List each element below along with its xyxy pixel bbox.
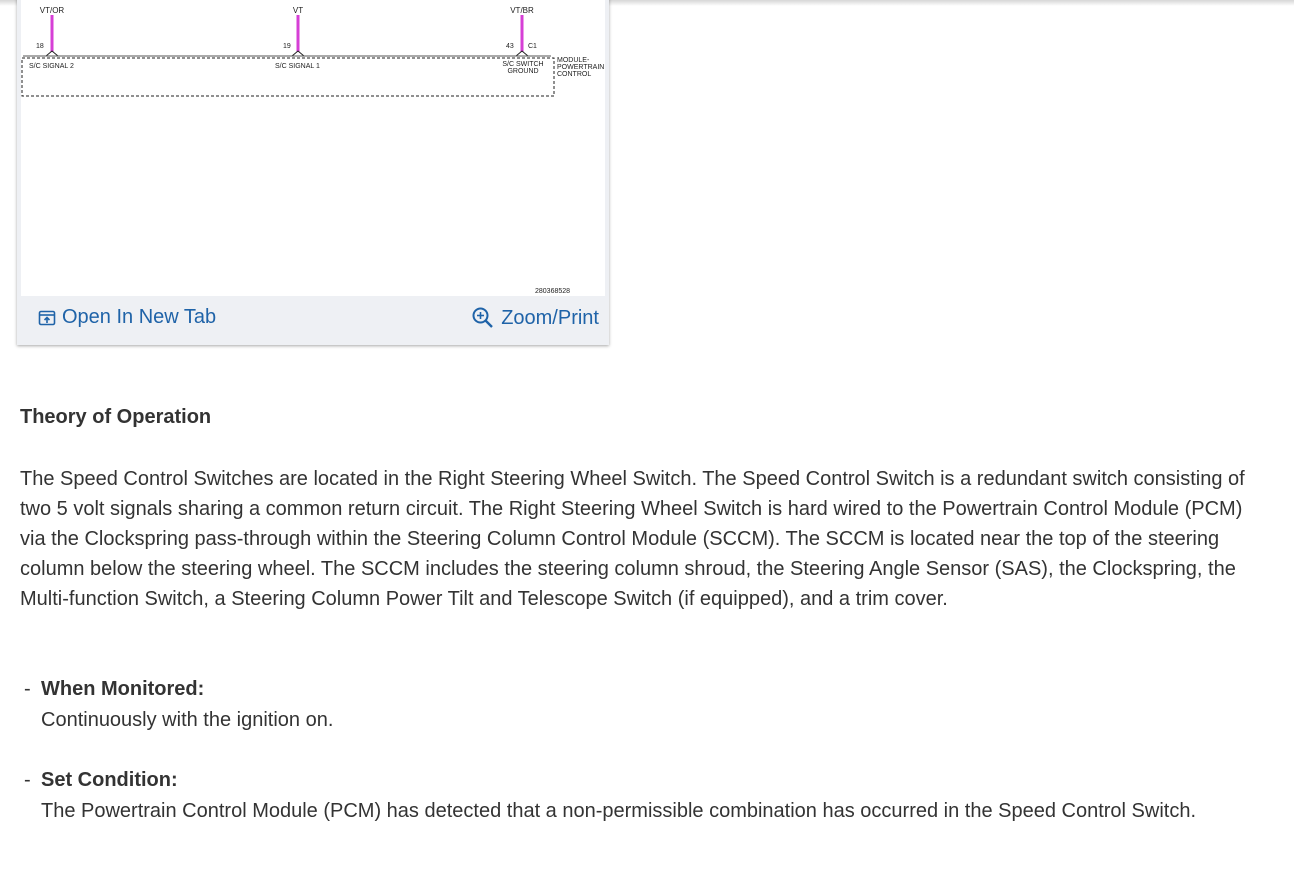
- wiring-diagram: [21, 0, 605, 296]
- signal-label: S/C SIGNAL 1: [275, 63, 320, 70]
- condition-text: The Powertrain Control Module (PCM) has detected that a non-permissible combination has occurred in the Speed Control Switch.: [41, 800, 1197, 822]
- condition-text: Continuously with the ignition on.: [41, 709, 334, 731]
- figure-footer: [17, 296, 609, 340]
- module-name: MODULE-: [557, 57, 590, 64]
- pin-number: 18: [36, 43, 44, 50]
- wire-color-label: VT/BR: [510, 6, 534, 15]
- condition-set-condition: [20, 765, 1246, 826]
- condition-label: When Monitored:: [41, 678, 205, 700]
- connector-label: C1: [528, 43, 537, 50]
- signal-label: S/C SWITCH: [502, 61, 544, 68]
- pin-number: 19: [283, 43, 291, 50]
- signal-label: S/C SIGNAL 2: [29, 63, 74, 70]
- open-in-new-tab-label: Open In New Tab: [62, 306, 217, 328]
- wiring-diagram-card: [17, 0, 609, 345]
- list-bullet: -: [24, 769, 31, 791]
- signal-label: GROUND: [507, 68, 539, 75]
- zoom-print-link[interactable]: [471, 306, 599, 330]
- pin-number: 43: [506, 43, 514, 50]
- condition-when-monitored: [20, 674, 1246, 735]
- figure-id: 280368528: [535, 288, 571, 295]
- module-name: POWERTRAIN: [557, 64, 605, 71]
- wire-color-label: VT/OR: [39, 6, 65, 15]
- open-in-new-tab-link[interactable]: [38, 306, 216, 329]
- open-in-new-tab-icon: [38, 309, 56, 327]
- wire-color-label: VT: [292, 6, 304, 15]
- condition-label: Set Condition:: [41, 769, 178, 791]
- wiring-diagram-svg: [21, 0, 605, 296]
- section-heading: Theory of Operation: [20, 406, 212, 428]
- zoom-in-icon: [471, 306, 495, 330]
- theory-paragraph: The Speed Control Switches are located in the Right Steering Wheel Switch. The Speed Control Switch is a redundant switch consisting of two 5 volt signals sharing a common return circuit. The Right Steering Wheel Switch is hard wired to the Powertrain Control Module (PCM) via the Clockspring pass-through within the Steering Column Control Module (SCCM). The SCCM is located near the top of the steering column below the steering wheel. The SCCM includes the steering column shroud, the Steering Angle Sensor (SAS), the Clockspring, the Multi-function Switch, a Steering Column Power Tilt and Telescope Switch (if equipped), and a trim cover.: [20, 468, 1245, 610]
- zoom-print-label: Zoom/Print: [501, 306, 599, 329]
- module-name: CONTROL: [557, 71, 592, 78]
- list-bullet: -: [24, 678, 31, 700]
